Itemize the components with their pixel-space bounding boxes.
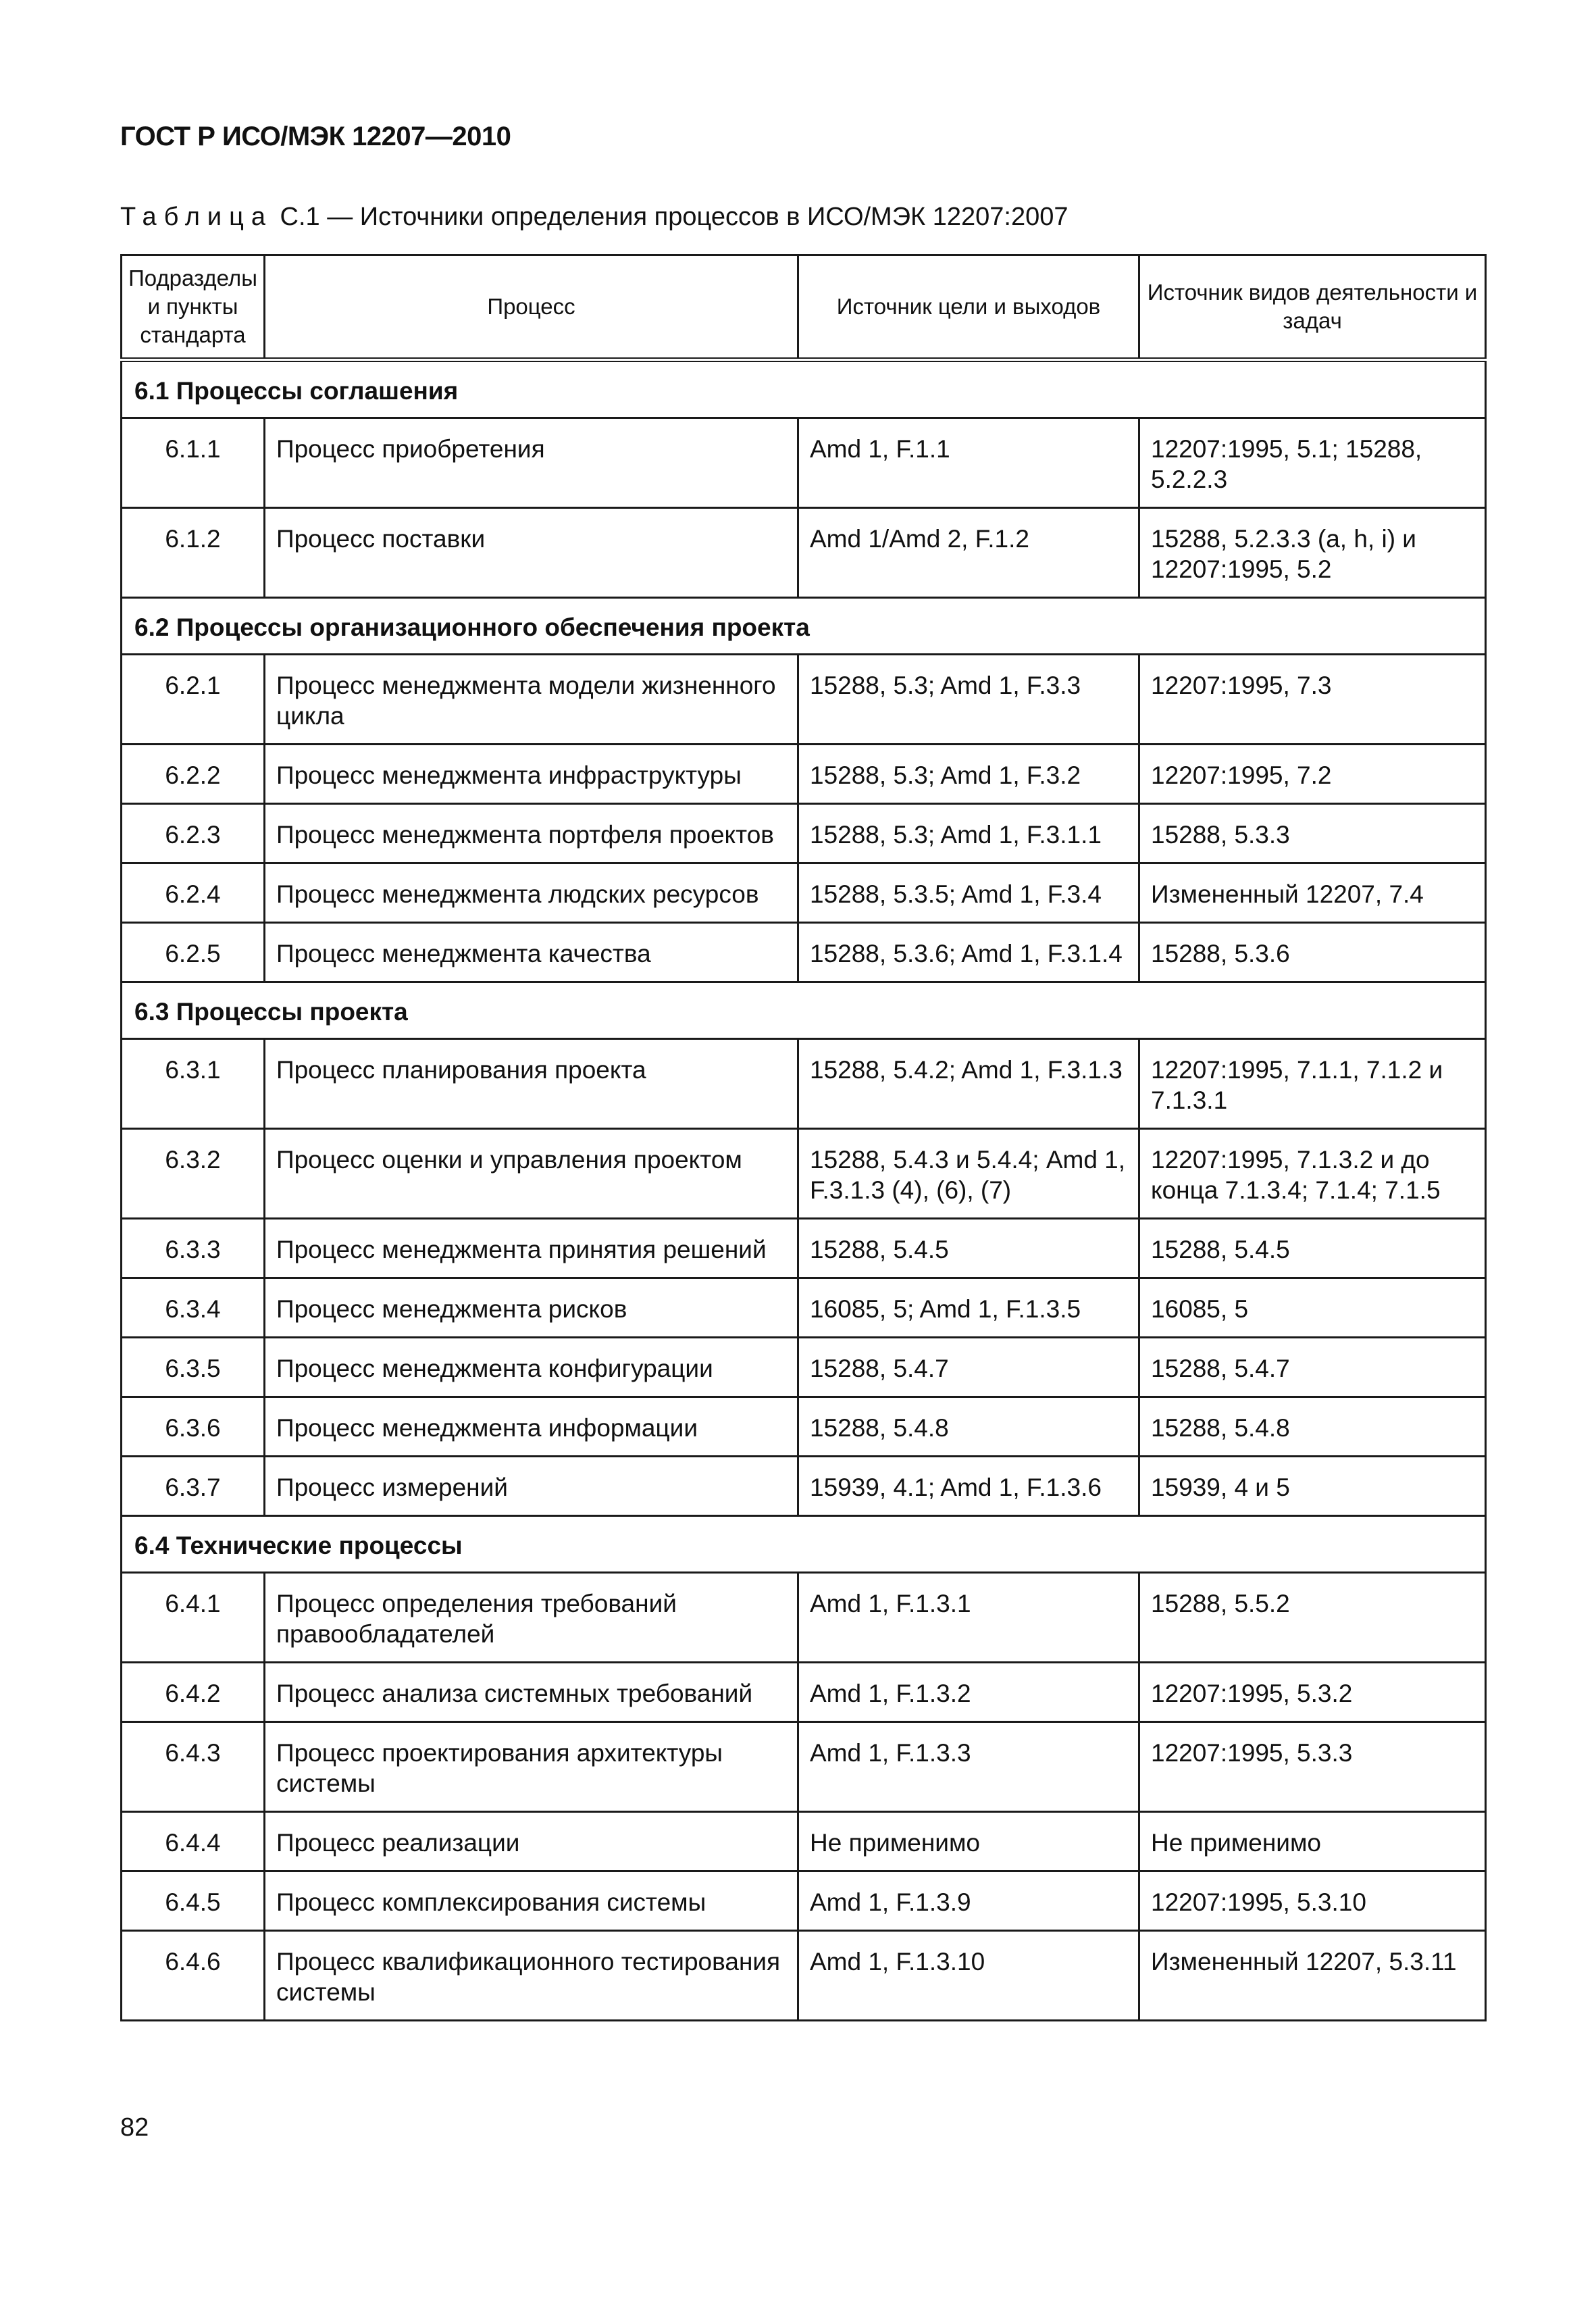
cell-process: Процесс реализации	[265, 1812, 798, 1871]
cell-process: Процесс менеджмента информации	[265, 1397, 798, 1457]
cell-goal-source: 15288, 5.4.5	[798, 1219, 1139, 1278]
cell-goal-source: 16085, 5; Amd 1, F.1.3.5	[798, 1278, 1139, 1338]
cell-section: 6.2.2	[122, 745, 265, 804]
cell-goal-source: Amd 1, F.1.3.10	[798, 1931, 1139, 2021]
cell-goal-source: Amd 1, F.1.3.1	[798, 1573, 1139, 1663]
cell-process: Процесс менеджмента конфигурации	[265, 1338, 798, 1397]
cell-process: Процесс квалификационного тестирования системы	[265, 1931, 798, 2021]
cell-goal-source: 15288, 5.4.3 и 5.4.4; Amd 1, F.3.1.3 (4), (6), (7)	[798, 1129, 1139, 1219]
table-row	[122, 1573, 1486, 1663]
cell-activity-source: 12207:1995, 7.1.1, 7.1.2 и 7.1.3.1	[1139, 1039, 1486, 1129]
cell-activity-source: 12207:1995, 7.1.3.2 и до конца 7.1.3.4; 7.1.4; 7.1.5	[1139, 1129, 1486, 1219]
cell-activity-source: Измененный 12207, 5.3.11	[1139, 1931, 1486, 2021]
cell-process: Процесс менеджмента инфраструктуры	[265, 745, 798, 804]
table-row	[122, 1129, 1486, 1219]
cell-section: 6.4.2	[122, 1663, 265, 1722]
cell-process: Процесс анализа системных требований	[265, 1663, 798, 1722]
cell-activity-source: 12207:1995, 5.3.2	[1139, 1663, 1486, 1722]
table-row	[122, 1039, 1486, 1129]
col-header-section: Подразделы и пункты стандарта	[122, 255, 265, 360]
cell-process: Процесс поставки	[265, 508, 798, 598]
table-row	[122, 655, 1486, 745]
cell-activity-source: 12207:1995, 7.3	[1139, 655, 1486, 745]
cell-process: Процесс комплексирования системы	[265, 1871, 798, 1931]
cell-section: 6.3.5	[122, 1338, 265, 1397]
cell-section: 6.4.5	[122, 1871, 265, 1931]
cell-section: 6.3.2	[122, 1129, 265, 1219]
cell-section: 6.3.3	[122, 1219, 265, 1278]
cell-process: Процесс менеджмента качества	[265, 923, 798, 982]
section-title: 6.2 Процессы организационного обеспечения проекта	[122, 598, 1486, 655]
cell-section: 6.2.4	[122, 863, 265, 923]
table-row	[122, 1871, 1486, 1931]
cell-section: 6.3.4	[122, 1278, 265, 1338]
cell-process: Процесс менеджмента рисков	[265, 1278, 798, 1338]
table-caption-text: С.1 — Источники определения процессов в ИСО/МЭК 12207:2007	[273, 203, 1069, 231]
cell-activity-source: 15939, 4 и 5	[1139, 1457, 1486, 1516]
cell-goal-source: 15939, 4.1; Amd 1, F.1.3.6	[798, 1457, 1139, 1516]
cell-activity-source: 12207:1995, 7.2	[1139, 745, 1486, 804]
cell-activity-source: 15288, 5.4.8	[1139, 1397, 1486, 1457]
table-row	[122, 1722, 1486, 1812]
table-row	[122, 1219, 1486, 1278]
table-row	[122, 1397, 1486, 1457]
section-title: 6.1 Процессы соглашения	[122, 360, 1486, 418]
cell-section: 6.3.7	[122, 1457, 265, 1516]
table-caption	[120, 203, 1068, 232]
cell-section: 6.4.1	[122, 1573, 265, 1663]
cell-goal-source: Amd 1/Amd 2, F.1.2	[798, 508, 1139, 598]
cell-section: 6.3.6	[122, 1397, 265, 1457]
cell-process: Процесс оценки и управления проектом	[265, 1129, 798, 1219]
cell-section: 6.2.1	[122, 655, 265, 745]
cell-goal-source: Amd 1, F.1.3.2	[798, 1663, 1139, 1722]
cell-section: 6.2.3	[122, 804, 265, 863]
cell-goal-source: 15288, 5.3; Amd 1, F.3.2	[798, 745, 1139, 804]
section-row	[122, 1516, 1486, 1573]
cell-goal-source: Не применимо	[798, 1812, 1139, 1871]
cell-process: Процесс планирования проекта	[265, 1039, 798, 1129]
table-row	[122, 923, 1486, 982]
cell-activity-source: 12207:1995, 5.1; 15288, 5.2.2.3	[1139, 418, 1486, 508]
cell-goal-source: 15288, 5.3; Amd 1, F.3.3	[798, 655, 1139, 745]
cell-section: 6.1.2	[122, 508, 265, 598]
cell-activity-source: 15288, 5.2.3.3 (a, h, i) и 12207:1995, 5.2	[1139, 508, 1486, 598]
cell-activity-source: Измененный 12207, 7.4	[1139, 863, 1486, 923]
table-caption-label: Таблица	[120, 203, 273, 231]
cell-section: 6.2.5	[122, 923, 265, 982]
page-number: 82	[120, 2113, 149, 2142]
document-header: ГОСТ Р ИСО/МЭК 12207—2010	[120, 122, 511, 151]
cell-process: Процесс определения требований правообладателей	[265, 1573, 798, 1663]
col-header-process: Процесс	[265, 255, 798, 360]
cell-activity-source: 12207:1995, 5.3.3	[1139, 1722, 1486, 1812]
table-row	[122, 1812, 1486, 1871]
cell-process: Процесс приобретения	[265, 418, 798, 508]
cell-goal-source: Amd 1, F.1.3.9	[798, 1871, 1139, 1931]
sources-table	[120, 254, 1487, 2021]
table-row	[122, 1278, 1486, 1338]
cell-goal-source: Amd 1, F.1.3.3	[798, 1722, 1139, 1812]
table-row	[122, 863, 1486, 923]
table-row	[122, 508, 1486, 598]
cell-goal-source: 15288, 5.4.8	[798, 1397, 1139, 1457]
table-row	[122, 1338, 1486, 1397]
cell-activity-source: 15288, 5.5.2	[1139, 1573, 1486, 1663]
col-header-goal-source: Источник цели и выходов	[798, 255, 1139, 360]
cell-activity-source: Не применимо	[1139, 1812, 1486, 1871]
cell-process: Процесс менеджмента принятия решений	[265, 1219, 798, 1278]
cell-activity-source: 15288, 5.4.7	[1139, 1338, 1486, 1397]
cell-section: 6.4.4	[122, 1812, 265, 1871]
cell-goal-source: 15288, 5.3.6; Amd 1, F.3.1.4	[798, 923, 1139, 982]
cell-goal-source: 15288, 5.3.5; Amd 1, F.3.4	[798, 863, 1139, 923]
cell-goal-source: 15288, 5.4.7	[798, 1338, 1139, 1397]
section-title: 6.4 Технические процессы	[122, 1516, 1486, 1573]
cell-goal-source: Amd 1, F.1.1	[798, 418, 1139, 508]
cell-activity-source: 15288, 5.3.6	[1139, 923, 1486, 982]
col-header-activity-source: Источник видов деятельности и задач	[1139, 255, 1486, 360]
cell-activity-source: 15288, 5.4.5	[1139, 1219, 1486, 1278]
table-row	[122, 804, 1486, 863]
cell-activity-source: 16085, 5	[1139, 1278, 1486, 1338]
section-row	[122, 598, 1486, 655]
table-body	[122, 360, 1486, 2021]
section-row	[122, 982, 1486, 1039]
cell-goal-source: 15288, 5.3; Amd 1, F.3.1.1	[798, 804, 1139, 863]
cell-section: 6.1.1	[122, 418, 265, 508]
cell-process: Процесс менеджмента людских ресурсов	[265, 863, 798, 923]
table-row	[122, 1931, 1486, 2021]
table-row	[122, 1663, 1486, 1722]
cell-process: Процесс проектирования архитектуры системы	[265, 1722, 798, 1812]
cell-process: Процесс менеджмента портфеля проектов	[265, 804, 798, 863]
cell-section: 6.4.3	[122, 1722, 265, 1812]
table-row	[122, 745, 1486, 804]
cell-process: Процесс менеджмента модели жизненного цикла	[265, 655, 798, 745]
section-row	[122, 360, 1486, 418]
table-row	[122, 1457, 1486, 1516]
cell-process: Процесс измерений	[265, 1457, 798, 1516]
cell-section: 6.3.1	[122, 1039, 265, 1129]
section-title: 6.3 Процессы проекта	[122, 982, 1486, 1039]
table-row	[122, 418, 1486, 508]
cell-activity-source: 15288, 5.3.3	[1139, 804, 1486, 863]
cell-section: 6.4.6	[122, 1931, 265, 2021]
cell-activity-source: 12207:1995, 5.3.10	[1139, 1871, 1486, 1931]
cell-goal-source: 15288, 5.4.2; Amd 1, F.3.1.3	[798, 1039, 1139, 1129]
